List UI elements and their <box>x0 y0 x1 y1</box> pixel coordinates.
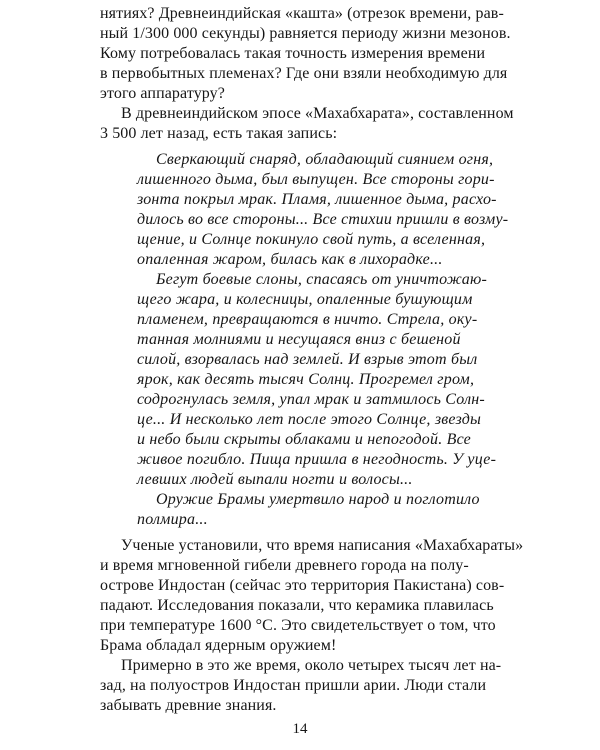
text-line: В древнеиндийском эпосе «Махабхарата», составленном <box>121 105 514 122</box>
text-line: острове Индостан (сейчас это территория Пакистана) сов- <box>100 577 505 594</box>
quote-line: щение, и Солнце покинуло свой путь, а вселенная, <box>137 231 486 248</box>
quote-line: щего жара, и колесницы, опаленные бушующим <box>137 291 473 308</box>
text-line: Примерно в это же время, около четырех тысяч лет на- <box>121 657 502 674</box>
quote-line: Сверкающий снаряд, обладающий сиянием огня, <box>156 151 494 168</box>
quote-line: це... И несколько лет после этого Солнце, звезды <box>137 411 482 428</box>
text-line: нятиях? Древнеиндийская «кашта» (отрезок времени, рав- <box>100 5 504 22</box>
quote-line: Оружие Брамы умертвило народ и поглотило <box>156 491 480 508</box>
quote-line: ярок, как десять тысяч Солнц. Прогремел гром, <box>137 371 475 388</box>
text-line: 3 500 лет назад, есть такая запись: <box>100 125 338 142</box>
text-line: Кому потребовалась такая точность измерения времени <box>100 45 486 62</box>
text-line: и время мгновенной гибели древнего города на полу- <box>100 557 469 574</box>
quote-line: лишенного дыма, был выпущен. Все стороны гори- <box>137 171 495 188</box>
quote-line: Бегут боевые слоны, спасаясь от уничтожаю- <box>156 271 487 288</box>
text-line: зад, на полуостров Индостан пришли арии. Люди стали <box>100 677 487 694</box>
quote-line: содрогнулась земля, упал мрак и затмилось Солн- <box>137 391 485 408</box>
text-line: этого аппаратуру? <box>100 85 225 102</box>
text-line: при температуре 1600 °С. Это свидетельствует о том, что <box>100 617 496 634</box>
text-line: Ученые установили, что время написания «Махабхараты» <box>121 537 524 554</box>
quote-line: левших людей выпали ногти и волосы... <box>137 471 413 488</box>
quote-line: силой, взорвалась над землей. И взрыв этот был <box>137 351 478 368</box>
quote-line: и небо были скрыты облаками и непогодой. Все <box>137 431 471 448</box>
text-line: Брама обладал ядерным оружием! <box>100 637 337 654</box>
text-line: в первобытных племенах? Где они взяли необходимую для <box>100 65 508 82</box>
quote-line: пламенем, превращаются в ничто. Стрела, оку- <box>137 311 478 328</box>
quote-line: дилось во все стороны... Все стихии пришли в возму- <box>137 211 509 228</box>
quote-line: живое погибло. Пища пришла в негодность. У уце- <box>137 451 497 468</box>
text-line: падают. Исследования показали, что керамика плавилась <box>100 597 494 614</box>
quote-line: танная молниями и несущаяся вниз с бешеной <box>137 331 461 348</box>
quote-line: зонта покрыл мрак. Пламя, лишенное дыма, расхо- <box>137 191 497 208</box>
text-line: ный 1/300 000 секунды) равняется периоду жизни мезонов. <box>100 25 511 42</box>
text-line: забывать древние знания. <box>100 697 277 714</box>
quote-line: опаленная жаром, билась как в лихорадке... <box>137 251 443 268</box>
quote-line: полмира... <box>137 511 208 528</box>
page-number: 14 <box>292 721 308 737</box>
